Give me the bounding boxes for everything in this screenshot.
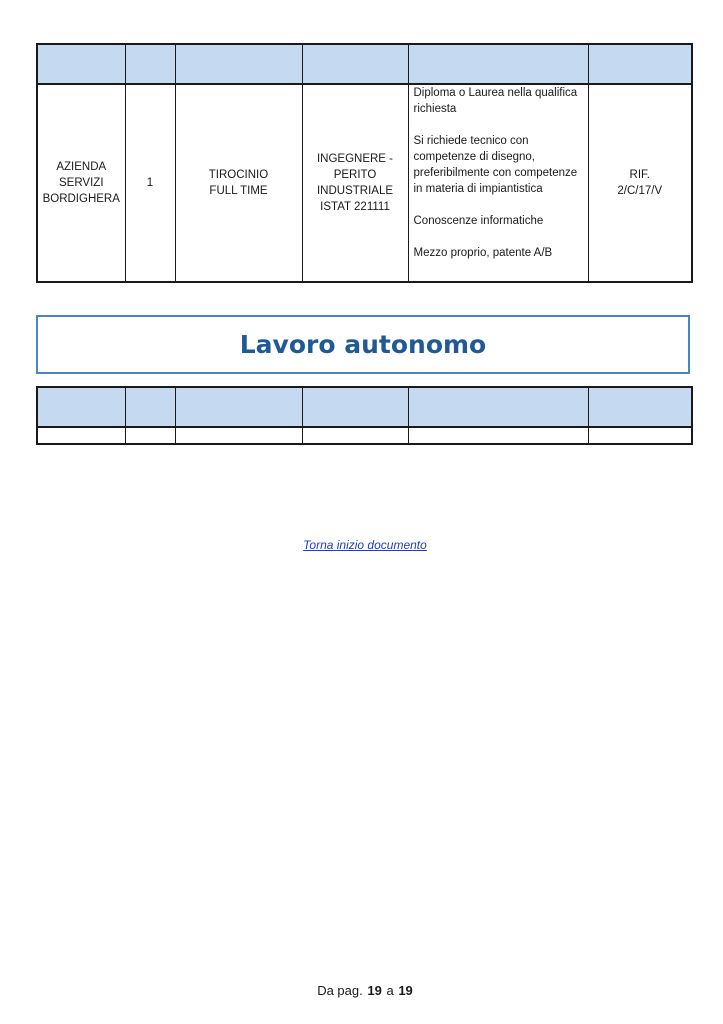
profile-cell: [302, 84, 408, 282]
contract-line: TIROCINIO: [208, 169, 269, 181]
header-cell: [125, 387, 175, 427]
header-cell: [588, 44, 692, 84]
profile-line: ISTAT 221111: [320, 201, 390, 213]
reference-cell: [588, 84, 692, 282]
header-cell: [408, 44, 588, 84]
job-offers-table: [36, 43, 693, 283]
footer-prefix: Da pag.: [317, 983, 363, 998]
profile-line: INDUSTRIALE: [316, 185, 394, 197]
table-header-row: [37, 387, 692, 427]
header-cell: [175, 44, 302, 84]
back-to-top-link[interactable]: Torna inizio documento: [303, 538, 427, 552]
profile-line: INGEGNERE -: [316, 153, 394, 165]
requirement-item: Mezzo proprio, patente A/B: [413, 247, 553, 259]
section-header-box: [36, 315, 690, 374]
requirement-item: Diploma o Laurea nella qualifica richiesta: [413, 87, 578, 115]
contract-cell: [175, 84, 302, 282]
requirements-cell: [408, 84, 588, 282]
table-row: [37, 427, 692, 444]
company-line: SERVIZI: [58, 177, 104, 189]
reference-line: 2/C/17/V: [617, 185, 663, 197]
empty-cell: [125, 427, 175, 444]
header-cell: [37, 387, 125, 427]
requirement-item: Si richiede tecnico con competenze di disegno, preferibilmente con competenze in materia di impiantistica: [413, 135, 578, 195]
contract-line: FULL TIME: [209, 185, 268, 197]
empty-cell: [175, 427, 302, 444]
header-cell: [302, 44, 408, 84]
empty-cell: [302, 427, 408, 444]
footer-middle: a: [386, 983, 394, 998]
positions-cell: [125, 84, 175, 282]
footer-current-page: 19: [367, 983, 382, 998]
section-title: Lavoro autonomo: [239, 330, 487, 359]
empty-cell: [588, 427, 692, 444]
header-cell: [408, 387, 588, 427]
profile-line: PERITO: [333, 169, 377, 181]
table-row: [37, 84, 692, 282]
requirement-item: Conoscenze informatiche: [413, 215, 544, 227]
table-header-row: [37, 44, 692, 84]
reference-line: RIF.: [629, 169, 650, 181]
header-cell: [125, 44, 175, 84]
positions-count: 1: [146, 177, 154, 189]
header-cell: [37, 44, 125, 84]
empty-cell: [37, 427, 125, 444]
header-cell: [302, 387, 408, 427]
company-cell: [37, 84, 125, 282]
empty-cell: [408, 427, 588, 444]
header-cell: [588, 387, 692, 427]
company-line: BORDIGHERA: [42, 193, 120, 205]
self-employment-table: [36, 386, 693, 445]
footer-total-pages: 19: [398, 983, 413, 998]
page-footer: [0, 983, 723, 998]
company-line: AZIENDA: [56, 161, 107, 173]
header-cell: [175, 387, 302, 427]
